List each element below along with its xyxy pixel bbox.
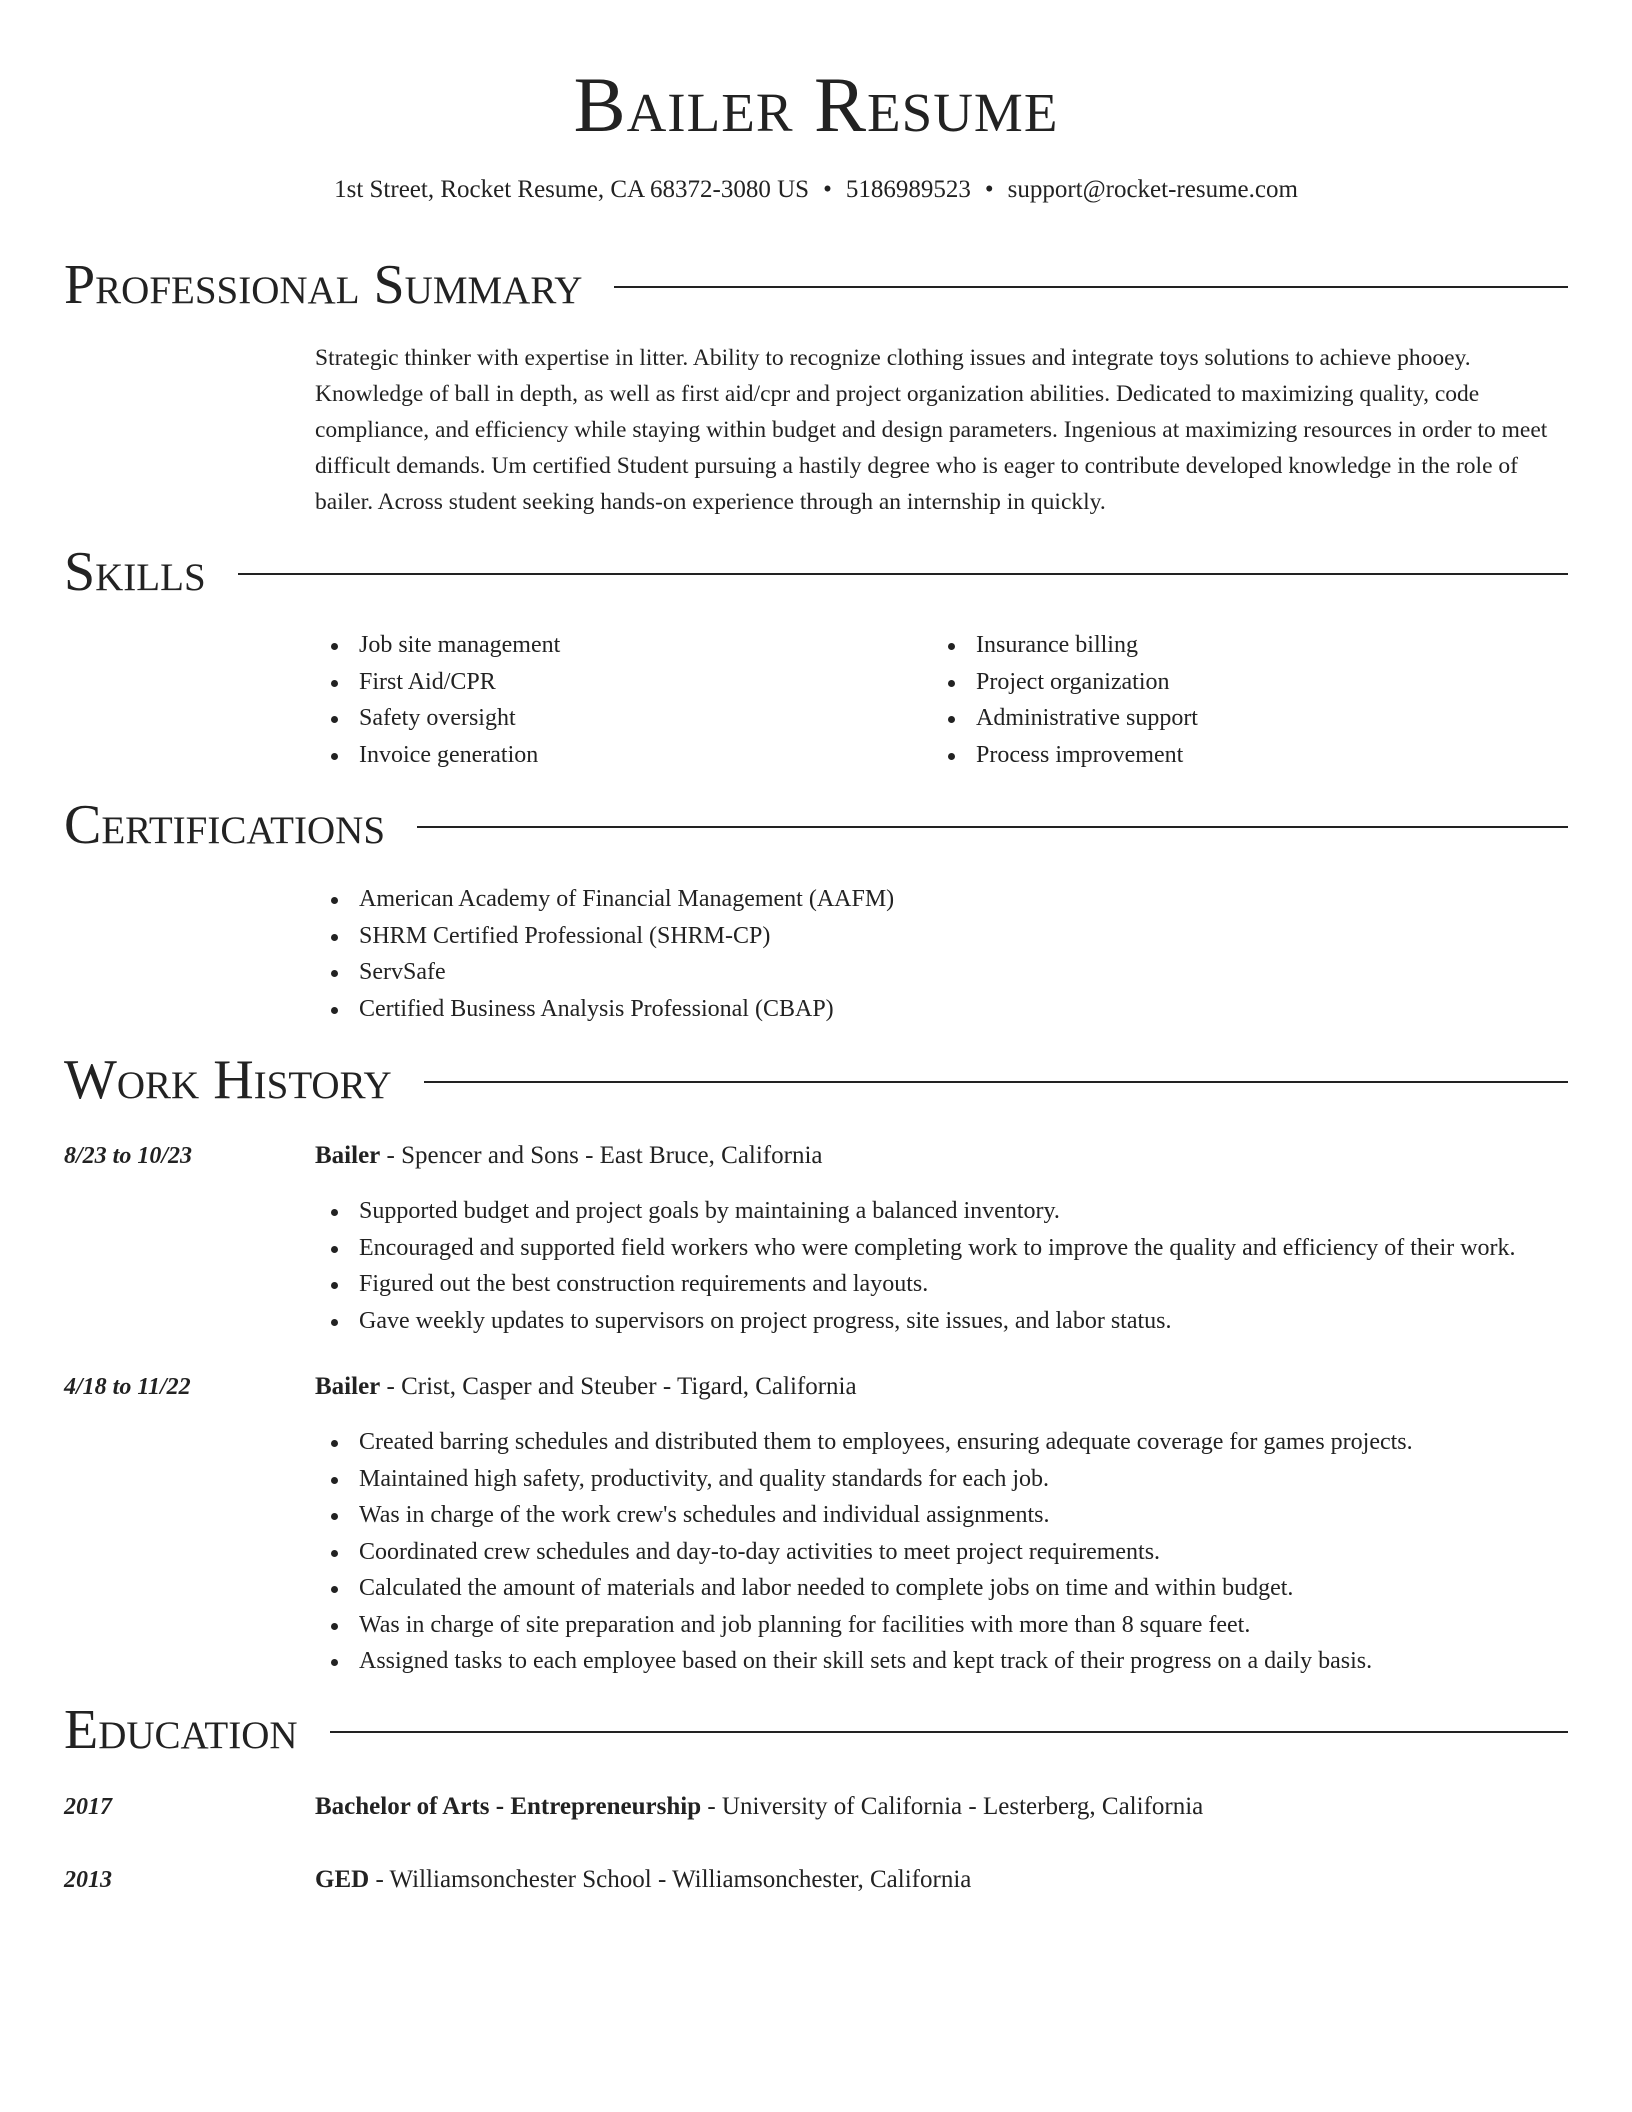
certifications-section-header xyxy=(64,793,1568,857)
work-history-section-header xyxy=(64,1048,1568,1112)
contact-separator: • xyxy=(823,176,832,203)
job-duty-item: Coordinated crew schedules and day-to-day activities to meet project requirements. xyxy=(315,1534,1413,1571)
education-year: 2013 xyxy=(64,1867,112,1893)
section-divider xyxy=(417,826,1568,828)
section-title: Skills xyxy=(64,541,206,603)
job-title: Bailer xyxy=(315,1373,381,1400)
skill-item: First Aid/CPR xyxy=(315,664,560,701)
skills-list-right xyxy=(932,627,1198,773)
job-dates: 8/23 to 10/23 xyxy=(64,1143,193,1169)
job-duty-item: Supported budget and project goals by maintaining a balanced inventory. xyxy=(315,1193,1516,1230)
job-duty-item: Created barring schedules and distributed them to employees, ensuring adequate coverage for games projects. xyxy=(315,1424,1413,1461)
education-details: - University of California - Lesterberg, California xyxy=(701,1793,1204,1820)
section-title: Work History xyxy=(64,1049,392,1111)
section-title: Certifications xyxy=(64,794,386,856)
education-section-header xyxy=(64,1698,1568,1762)
education-degree: Bachelor of Arts - Entrepreneurship xyxy=(315,1793,702,1820)
resume-name: Bailer Resume xyxy=(573,61,1059,148)
skill-item: Safety oversight xyxy=(315,700,560,737)
job-duty-item: Was in charge of the work crew's schedules and individual assignments. xyxy=(315,1497,1413,1534)
education-details: - Williamsonchester School - Williamsonchester, California xyxy=(369,1866,972,1893)
education-line xyxy=(315,1865,971,1895)
job-duty-item: Figured out the best construction requirements and layouts. xyxy=(315,1266,1516,1303)
skill-item: Process improvement xyxy=(932,737,1198,774)
job-duty-item: Calculated the amount of materials and labor needed to complete jobs on time and within budget. xyxy=(315,1570,1413,1607)
skill-item: Administrative support xyxy=(932,700,1198,737)
job-duty-item: Encouraged and supported field workers who were completing work to improve the quality and efficiency of their work. xyxy=(315,1230,1516,1267)
job-duties-list xyxy=(315,1193,1516,1339)
section-title: Professional Summary xyxy=(64,254,583,316)
skills-list-left xyxy=(315,627,560,773)
skill-item: Job site management xyxy=(315,627,560,664)
skill-item: Invoice generation xyxy=(315,737,560,774)
job-title-line xyxy=(315,1141,823,1171)
contact-line xyxy=(0,175,1632,205)
certification-item: ServSafe xyxy=(315,954,894,991)
job-duty-item: Maintained high safety, productivity, and quality standards for each job. xyxy=(315,1461,1413,1498)
education-degree: GED xyxy=(315,1866,370,1893)
contact-separator: • xyxy=(984,176,994,203)
job-duty-item: Assigned tasks to each employee based on their skill sets and kept track of their progress on a daily basis. xyxy=(315,1643,1413,1680)
job-title: Bailer xyxy=(315,1142,381,1169)
skill-item: Project organization xyxy=(932,664,1198,701)
job-duty-item: Was in charge of site preparation and job planning for facilities with more than 8 square feet. xyxy=(315,1607,1413,1644)
certification-item: Certified Business Analysis Professional (CBAP) xyxy=(315,991,894,1028)
section-divider xyxy=(424,1081,1568,1083)
summary-section-header xyxy=(64,253,1568,317)
certification-item: American Academy of Financial Management (AAFM) xyxy=(315,881,894,918)
job-details: - Spencer and Sons - East Bruce, California xyxy=(380,1142,823,1169)
section-divider xyxy=(238,573,1568,575)
contact-phone: 5186989523 xyxy=(845,176,971,203)
contact-address: 1st Street, Rocket Resume, CA 68372-3080 US xyxy=(334,176,810,203)
certifications-list xyxy=(315,881,894,1027)
job-duty-item: Gave weekly updates to supervisors on project progress, site issues, and labor status. xyxy=(315,1303,1516,1340)
certification-item: SHRM Certified Professional (SHRM-CP) xyxy=(315,918,894,955)
job-title-line xyxy=(315,1372,857,1402)
job-duties-list xyxy=(315,1424,1413,1680)
skills-section-header xyxy=(64,540,1568,604)
job-dates: 4/18 to 11/22 xyxy=(64,1374,191,1400)
section-divider xyxy=(330,1731,1568,1733)
summary-text: Strategic thinker with expertise in litter. Ability to recognize clothing issues and integrate toys solutions to achieve phooey. Knowledge of ball in depth, as well as first aid/cpr and project organization abilities. Dedicated to maximizing quality, code compliance, and efficiency while staying within budget and design parameters. Ingenious at maximizing resources in order to meet difficult demands. Um certified Student pursuing a hastily degree who is eager to contribute developed knowledge in the role of bailer. Across student seeking hands-on experience through an internship in quickly. xyxy=(315,345,1548,515)
education-year: 2017 xyxy=(64,1794,112,1820)
section-divider xyxy=(614,286,1568,288)
skill-item: Insurance billing xyxy=(932,627,1198,664)
education-line xyxy=(315,1792,1203,1822)
contact-email: support@rocket-resume.com xyxy=(1007,176,1298,203)
section-title: Education xyxy=(64,1699,298,1761)
job-details: - Crist, Casper and Steuber - Tigard, California xyxy=(380,1373,857,1400)
